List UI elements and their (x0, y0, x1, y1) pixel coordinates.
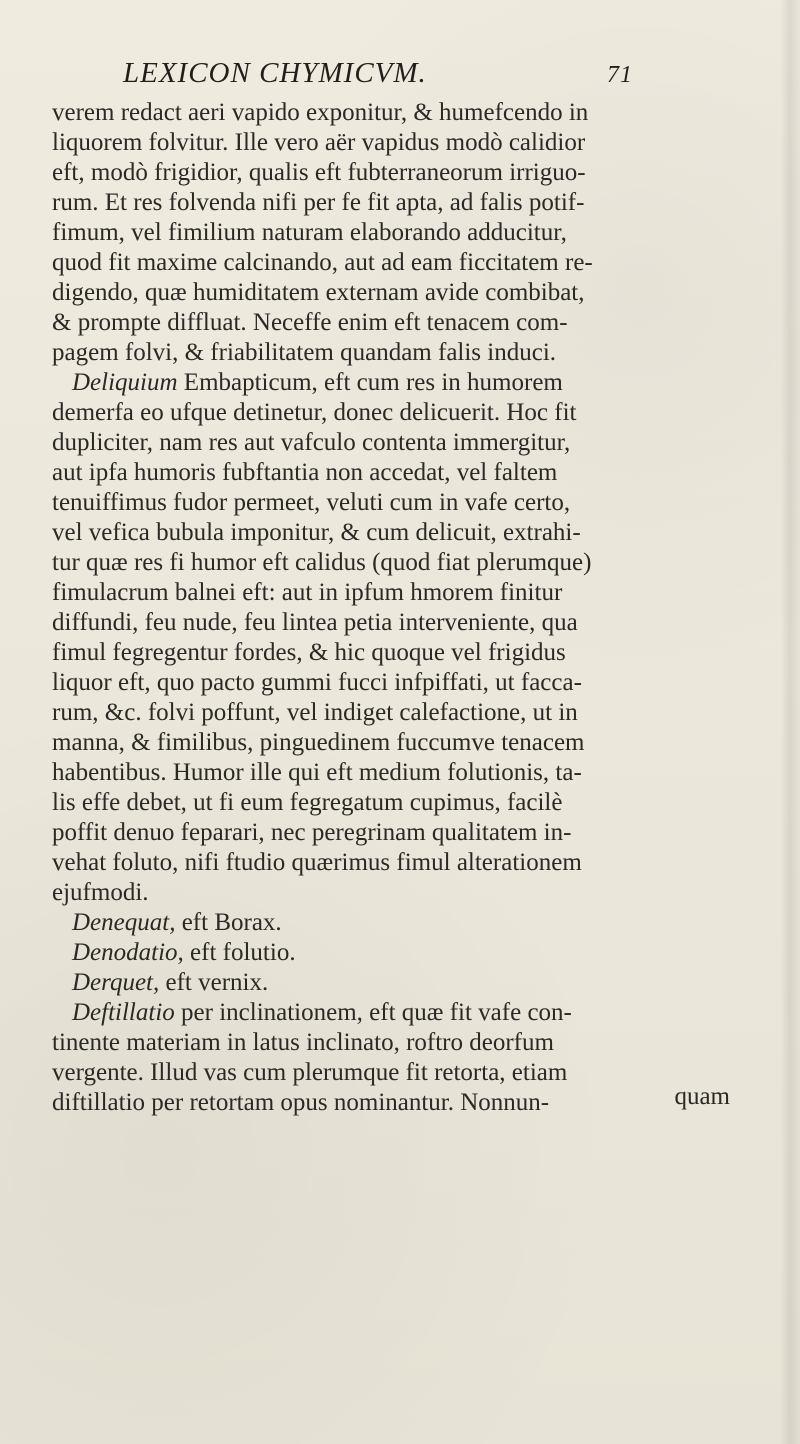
entry-term-deliquium: Deliquium (72, 369, 178, 396)
entry-text-line: vergente. Illud vas cum plerumque fit retorta, etiam (52, 1059, 568, 1086)
entry-text-line: tenuiffimus fudor permeet, veluti cum in vafe certo, (52, 489, 571, 516)
entry-derquet (52, 968, 742, 998)
entry-text-line: lis effe debet, ut fi eum fegregatum cupimus, facilè (52, 789, 563, 816)
entry-text-line: poffit denuo feparari, nec peregrinam qualitatem in- (52, 819, 572, 846)
entry-deliquium (52, 368, 742, 398)
entry-text-line: fimul fegregentur fordes, & hic quoque vel frigidus (52, 639, 566, 666)
entry-definition: eft folutio. (190, 939, 296, 966)
entry-text-line: vel vefica bubula imponitur, & cum delicuit, extrahi- (52, 519, 581, 546)
running-title: LEXICON CHYMICVM. (123, 57, 427, 89)
entry-text-line: diftillatio per retortam opus nominantur. Nonnun- (52, 1089, 550, 1116)
entry-text-line: per inclinationem, eft quæ fit vafe con- (181, 999, 572, 1026)
text-line: & prompte diffluat. Neceffe enim eft tenacem com- (52, 309, 568, 336)
page-edge-shadow (780, 0, 800, 1444)
entry-text-line: Embapticum, eft cum res in humorem (183, 369, 563, 396)
entry-text-line: rum, &c. folvi poffunt, vel indiget calefactione, ut in (52, 699, 578, 726)
entry-denequat (52, 908, 742, 938)
entry-text-line: manna, & fimilibus, pinguedinem fuccumve tenacem (52, 729, 585, 756)
entry-text-line: liquor eft, quo pacto gummi fucci infpiffati, ut facca- (52, 669, 582, 696)
entry-definition: eft vernix. (165, 969, 269, 996)
entry-denodatio (52, 938, 742, 968)
text-line: fimum, vel fimilium naturam elaborando adducitur, (52, 219, 567, 246)
text-line: liquorem folvitur. Ille vero aër vapidus modò calidior (52, 129, 586, 156)
catchword: quam (674, 1083, 730, 1110)
entry-destillatio (52, 998, 742, 1028)
entry-text-line: diffundi, feu nude, feu lintea petia interveniente, qua (52, 609, 578, 636)
page-number: 71 (607, 62, 633, 88)
entry-term-derquet: Derquet, (72, 969, 160, 996)
running-head (123, 57, 633, 91)
text-line: pagem folvi, & friabilitatem quandam falis induci. (52, 339, 557, 366)
entry-text-line: tinente materiam in latus inclinato, roftro deorfum (52, 1029, 554, 1056)
entry-term-denequat: Denequat, (72, 909, 176, 936)
entry-text-line: tur quæ res fi humor eft calidus (quod fiat plerumque) (52, 549, 592, 576)
entry-term-destillatio: Deftillatio (72, 999, 175, 1026)
entry-text-line: fimulacrum balnei eft: aut in ipfum hmorem finitur (52, 579, 563, 606)
text-line: verem redact aeri vapido exponitur, & humefcendo in (52, 99, 589, 126)
main-text (52, 98, 742, 1118)
entry-definition: eft Borax. (181, 909, 282, 936)
text-line: rum. Et res folvenda nifi per fe fit apta, ad falis potif- (52, 189, 585, 216)
entry-text-line: demerfa eo ufque detinetur, donec delicuerit. Hoc fit (52, 399, 577, 426)
entry-text-line: dupliciter, nam res aut vafculo contenta immergitur, (52, 429, 571, 456)
text-line: digendo, quæ humiditatem externam avide combibat, (52, 279, 585, 306)
entry-text-line: ejufmodi. (52, 879, 149, 906)
entry-text-line: vehat foluto, nifi ftudio quærimus fimul alterationem (52, 849, 582, 876)
text-line: quod fit maxime calcinando, aut ad eam ficcitatem re- (52, 249, 593, 276)
entry-text-line: aut ipfa humoris fubftantia non accedat, vel faltem (52, 459, 558, 486)
entry-text-line: habentibus. Humor ille qui eft medium folutionis, ta- (52, 759, 582, 786)
entry-term-denodatio: Denodatio, (72, 939, 184, 966)
text-line: eft, modò frigidior, qualis eft fubterraneorum irriguo- (52, 159, 586, 186)
